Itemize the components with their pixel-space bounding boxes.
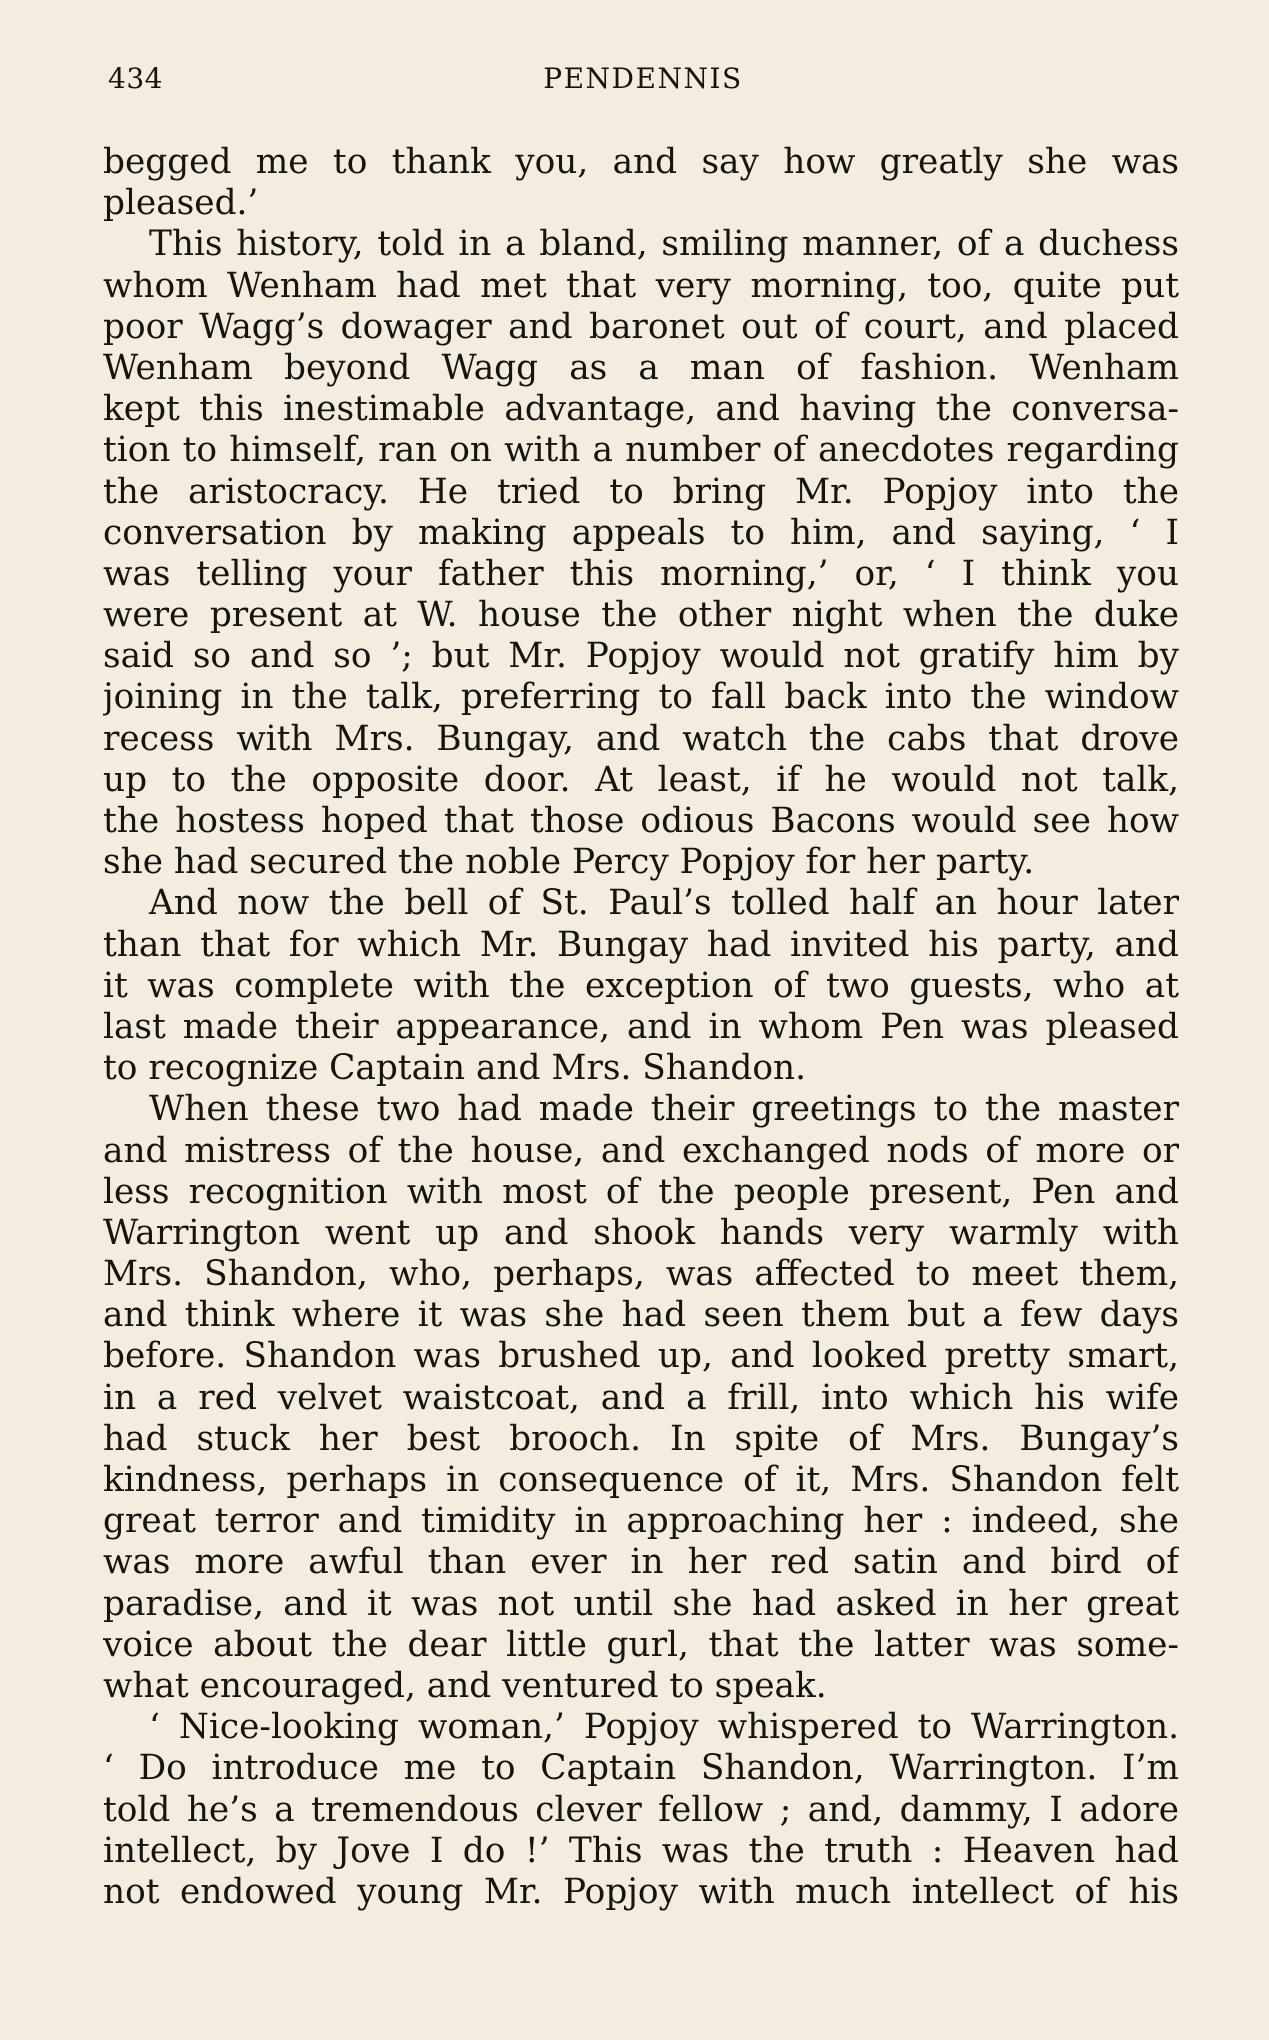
text-line: voice about the dear little gurl, that the latter was some- xyxy=(103,1624,1179,1665)
text-line: the aristocracy. He tried to bring Mr. Popjoy into the xyxy=(103,471,1179,512)
text-line: And now the bell of St. Paul’s tolled half an hour later xyxy=(149,883,1179,924)
text-line: tion to himself, ran on with a number of anecdotes regarding xyxy=(103,430,1179,471)
text-line: Wenham beyond Wagg as a man of fashion. Wenham xyxy=(103,347,1179,388)
text-line: had stuck her best brooch. In spite of Mrs. Bungay’s xyxy=(103,1418,1179,1459)
text-line: not endowed young Mr. Popjoy with much intellect of his xyxy=(103,1871,1179,1912)
text-line: kept this inestimable advantage, and having the conversa- xyxy=(103,389,1179,430)
text-line: said so and so ’; but Mr. Popjoy would not gratify him by xyxy=(103,636,1179,677)
text-line: were present at W. house the other night when the duke xyxy=(103,595,1179,636)
text-line: ‘ Do introduce me to Captain Shandon, Warrington. I’m xyxy=(103,1748,1179,1789)
text-line: When these two had made their greetings to the master xyxy=(149,1089,1179,1130)
text-line: Mrs. Shandon, who, perhaps, was affected to meet them, xyxy=(103,1254,1179,1295)
text-line: less recognition with most of the people present, Pen and xyxy=(103,1171,1179,1212)
text-line: she had secured the noble Percy Popjoy for her party. xyxy=(103,842,1035,883)
text-line: what encouraged, and ventured to speak. xyxy=(103,1665,827,1706)
text-line: was more awful than ever in her red satin and bird of xyxy=(103,1542,1179,1583)
body-text xyxy=(103,142,1179,1913)
text-line: the hostess hoped that those odious Bacons would see how xyxy=(103,801,1179,841)
text-line: joining in the talk, preferring to fall back into the window xyxy=(103,677,1179,718)
text-line: than that for which Mr. Bungay had invited his party, and xyxy=(103,924,1179,965)
running-title: PENDENNIS xyxy=(543,62,743,95)
text-line: to recognize Captain and Mrs. Shandon. xyxy=(103,1048,807,1089)
text-line: ‘ Nice-looking woman,’ Popjoy whispered to Warrington. xyxy=(149,1707,1179,1748)
text-line: great terror and timidity in approaching her : indeed, she xyxy=(103,1501,1179,1542)
text-line: conversation by making appeals to him, and saying, ‘ I xyxy=(103,512,1179,553)
text-line: and think where it was she had seen them but a few days xyxy=(103,1295,1179,1336)
text-line: Warrington went up and shook hands very warmly with xyxy=(103,1212,1179,1253)
text-line: recess with Mrs. Bungay, and watch the cabs that drove xyxy=(103,718,1179,759)
text-line: poor Wagg’s dowager and baronet out of court, and placed xyxy=(103,306,1179,347)
text-line: intellect, by Jove I do !’ This was the truth : Heaven had xyxy=(103,1830,1179,1871)
text-line: before. Shandon was brushed up, and looked pretty smart, xyxy=(103,1336,1179,1377)
text-line: it was complete with the exception of two guests, who at xyxy=(103,965,1179,1006)
text-line: begged me to thank you, and say how greatly she was xyxy=(103,142,1179,182)
text-line: and mistress of the house, and exchanged nods of more or xyxy=(103,1130,1179,1171)
text-line: last made their appearance, and in whom Pen was pleased xyxy=(103,1006,1179,1047)
text-line: whom Wenham had met that very morning, too, quite put xyxy=(103,265,1179,306)
text-line: kindness, perhaps in consequence of it, Mrs. Shandon felt xyxy=(103,1460,1179,1500)
text-line: in a red velvet waistcoat, and a frill, into which his wife xyxy=(103,1377,1179,1418)
text-line: This history, told in a bland, smiling manner, of a duchess xyxy=(149,224,1179,265)
text-line: told he’s a tremendous clever fellow ; and, dammy, I adore xyxy=(103,1789,1179,1830)
page-header xyxy=(108,62,1178,102)
page-number: 434 xyxy=(108,62,163,95)
text-line: paradise, and it was not until she had asked in her great xyxy=(103,1583,1179,1624)
text-line: pleased.’ xyxy=(103,183,259,224)
text-line: was telling your father this morning,’ or, ‘ I think you xyxy=(103,553,1179,594)
text-line: up to the opposite door. At least, if he would not talk, xyxy=(103,759,1179,800)
